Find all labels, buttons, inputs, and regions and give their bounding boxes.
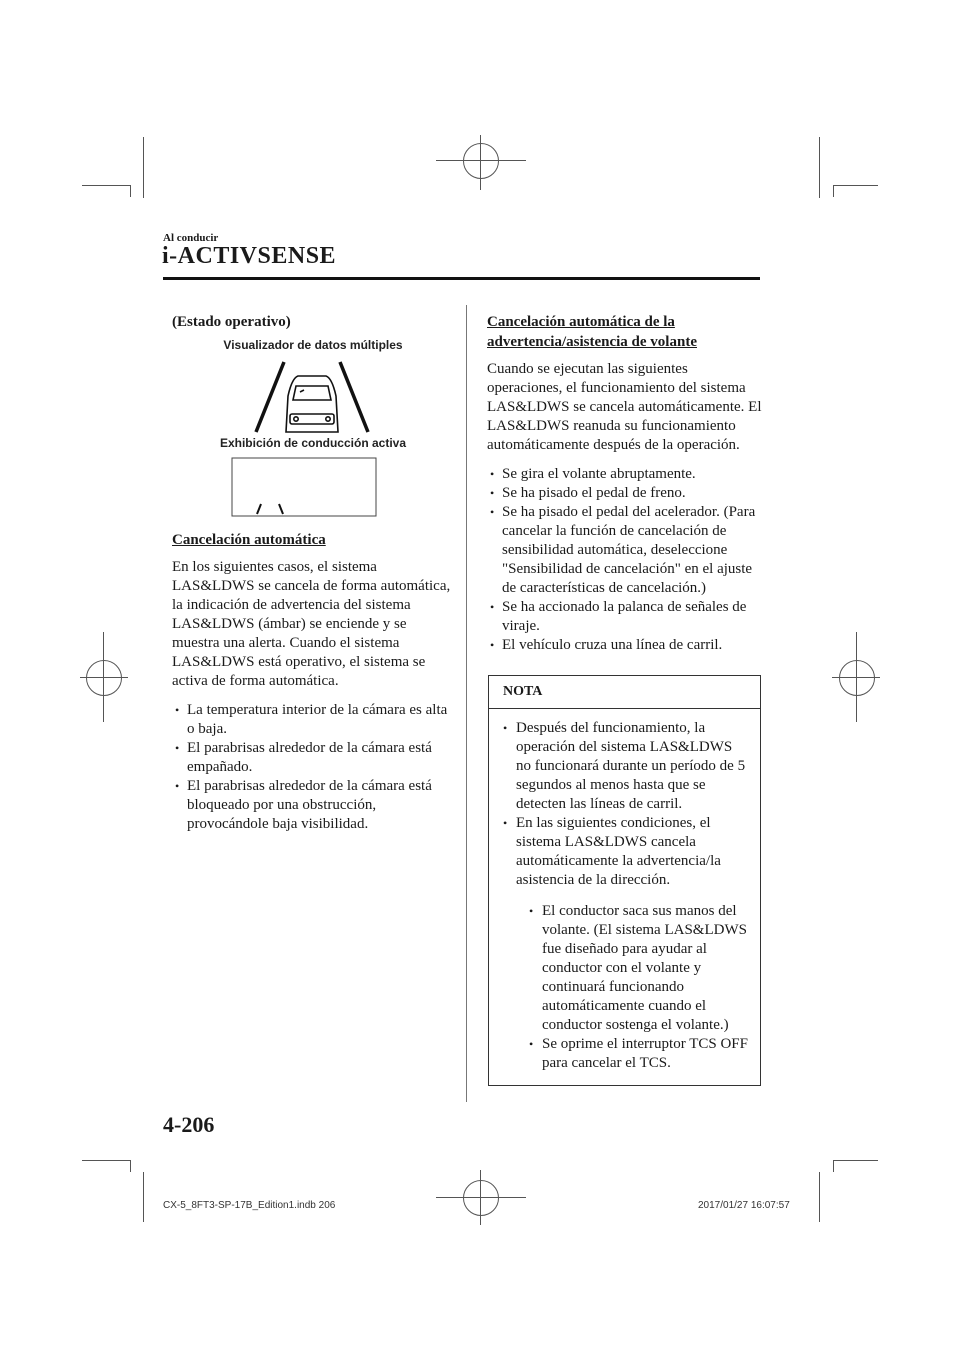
bullet-icon: • xyxy=(490,638,495,652)
left-column xyxy=(172,312,454,834)
bullet-icon: • xyxy=(503,816,508,830)
nota-box xyxy=(488,675,761,1086)
list-item: • Se ha pisado el pedal de freno. xyxy=(490,485,686,501)
bullet-icon: • xyxy=(490,505,495,519)
list-item: • El parabrisas alrededor de la cámara está bloqueado por una obstrucción, provocándole baja visibilidad. xyxy=(175,778,432,832)
active-display-figure xyxy=(172,456,454,518)
list-item: • En las siguientes condiciones, el sistema LAS&LDWS cancela automáticamente la advertencia/la asistencia de la dirección. • El conductor saca sus manos del volante. (El sistema LAS&LDWS fue diseñado para ayudar al conductor con el volante y continuará funcionando automáticamente cuando el conductor sostenga el volante.) • Se oprime el interruptor TCS OFF para cancelar el TCS. xyxy=(503,814,750,1073)
multi-display-figure xyxy=(172,356,454,436)
footer-timestamp: 2017/01/27 16:07:57 xyxy=(698,1200,790,1211)
bullet-icon: • xyxy=(529,1037,534,1051)
cancel-heading: Cancelación automática xyxy=(172,532,326,548)
bullet-icon: • xyxy=(490,486,495,500)
bullet-icon: • xyxy=(490,600,495,614)
steering-cancel-heading-line1: Cancelación automática de la xyxy=(487,314,675,330)
list-item: • El vehículo cruza una línea de carril. xyxy=(490,637,723,653)
list-item: • Se gira el volante abruptamente. xyxy=(490,466,696,482)
page-number: 4-206 xyxy=(163,1112,215,1137)
list-item: • El parabrisas alrededor de la cámara está empañado. xyxy=(175,740,432,775)
list-item: • Se ha accionado la palanca de señales de viraje. xyxy=(490,599,747,634)
active-display-box xyxy=(172,456,454,518)
title-rule xyxy=(163,277,760,280)
bullet-icon: • xyxy=(175,703,180,717)
column-divider xyxy=(466,305,467,1102)
right-column xyxy=(487,312,762,1086)
list-item: • Se oprime el interruptor TCS OFF para cancelar el TCS. xyxy=(529,1036,748,1071)
steering-cancel-heading-line2: advertencia/asistencia de volante xyxy=(487,334,697,350)
page-title: i-ACTIVSENSE xyxy=(162,243,337,269)
section-label: Al conducir xyxy=(163,232,219,244)
cancel-paragraph: En los siguientes casos, el sistema LAS&LDWS se cancela de forma automática, la indicación de advertencia del sistema LAS&LDWS (ámbar) se enciende y se muestra una alerta. Cuando el sistema LAS&LDWS está operativo, el sistema se activa de forma automática. xyxy=(172,559,451,689)
bullet-icon: • xyxy=(503,721,508,735)
nota-body xyxy=(489,709,760,1085)
nota-title: NOTA xyxy=(489,676,760,709)
nota-sub-list xyxy=(516,902,750,1073)
cancel-bullet-list xyxy=(172,701,454,834)
caption-active-display: Exhibición de conducción activa xyxy=(219,436,407,450)
estado-heading: (Estado operativo) xyxy=(172,314,291,330)
nota-list xyxy=(503,719,750,1073)
steering-cancel-paragraph: Cuando se ejecutan las siguientes operaciones, el funcionamiento del sistema LAS&LDWS se cancela automáticamente. El LAS&LDWS reanuda su funcionamiento automáticamente después de la operación. xyxy=(487,361,762,453)
list-item: • Se ha pisado el pedal del acelerador. (Para cancelar la función de cancelación de sensibilidad automática, deseleccione "Sensibilidad de cancelación" en el ajuste de características de cancelación.) xyxy=(490,504,756,596)
list-item: • El conductor saca sus manos del volante. (El sistema LAS&LDWS fue diseñado para ayudar al conductor con el volante y continuará funcionando automáticamente cuando el conductor sostenga el volante.) xyxy=(529,903,747,1033)
list-item: • La temperatura interior de la cámara es alta o baja. xyxy=(175,702,448,737)
bullet-icon: • xyxy=(490,467,495,481)
steering-cancel-bullet-list xyxy=(487,465,762,655)
bullet-icon: • xyxy=(529,904,534,918)
lane-car-illustration xyxy=(172,356,454,436)
caption-multi-display: Visualizador de datos múltiples xyxy=(223,338,403,352)
footer-file: CX-5_8FT3-SP-17B_Edition1.indb 206 xyxy=(163,1200,336,1211)
bullet-icon: • xyxy=(175,741,180,755)
list-item: • Después del funcionamiento, la operación del sistema LAS&LDWS no funcionará durante un período de 5 segundos al menos hasta que se detecten las líneas de carril. xyxy=(503,720,746,812)
bullet-icon: • xyxy=(175,779,180,793)
car-icon xyxy=(286,376,338,432)
